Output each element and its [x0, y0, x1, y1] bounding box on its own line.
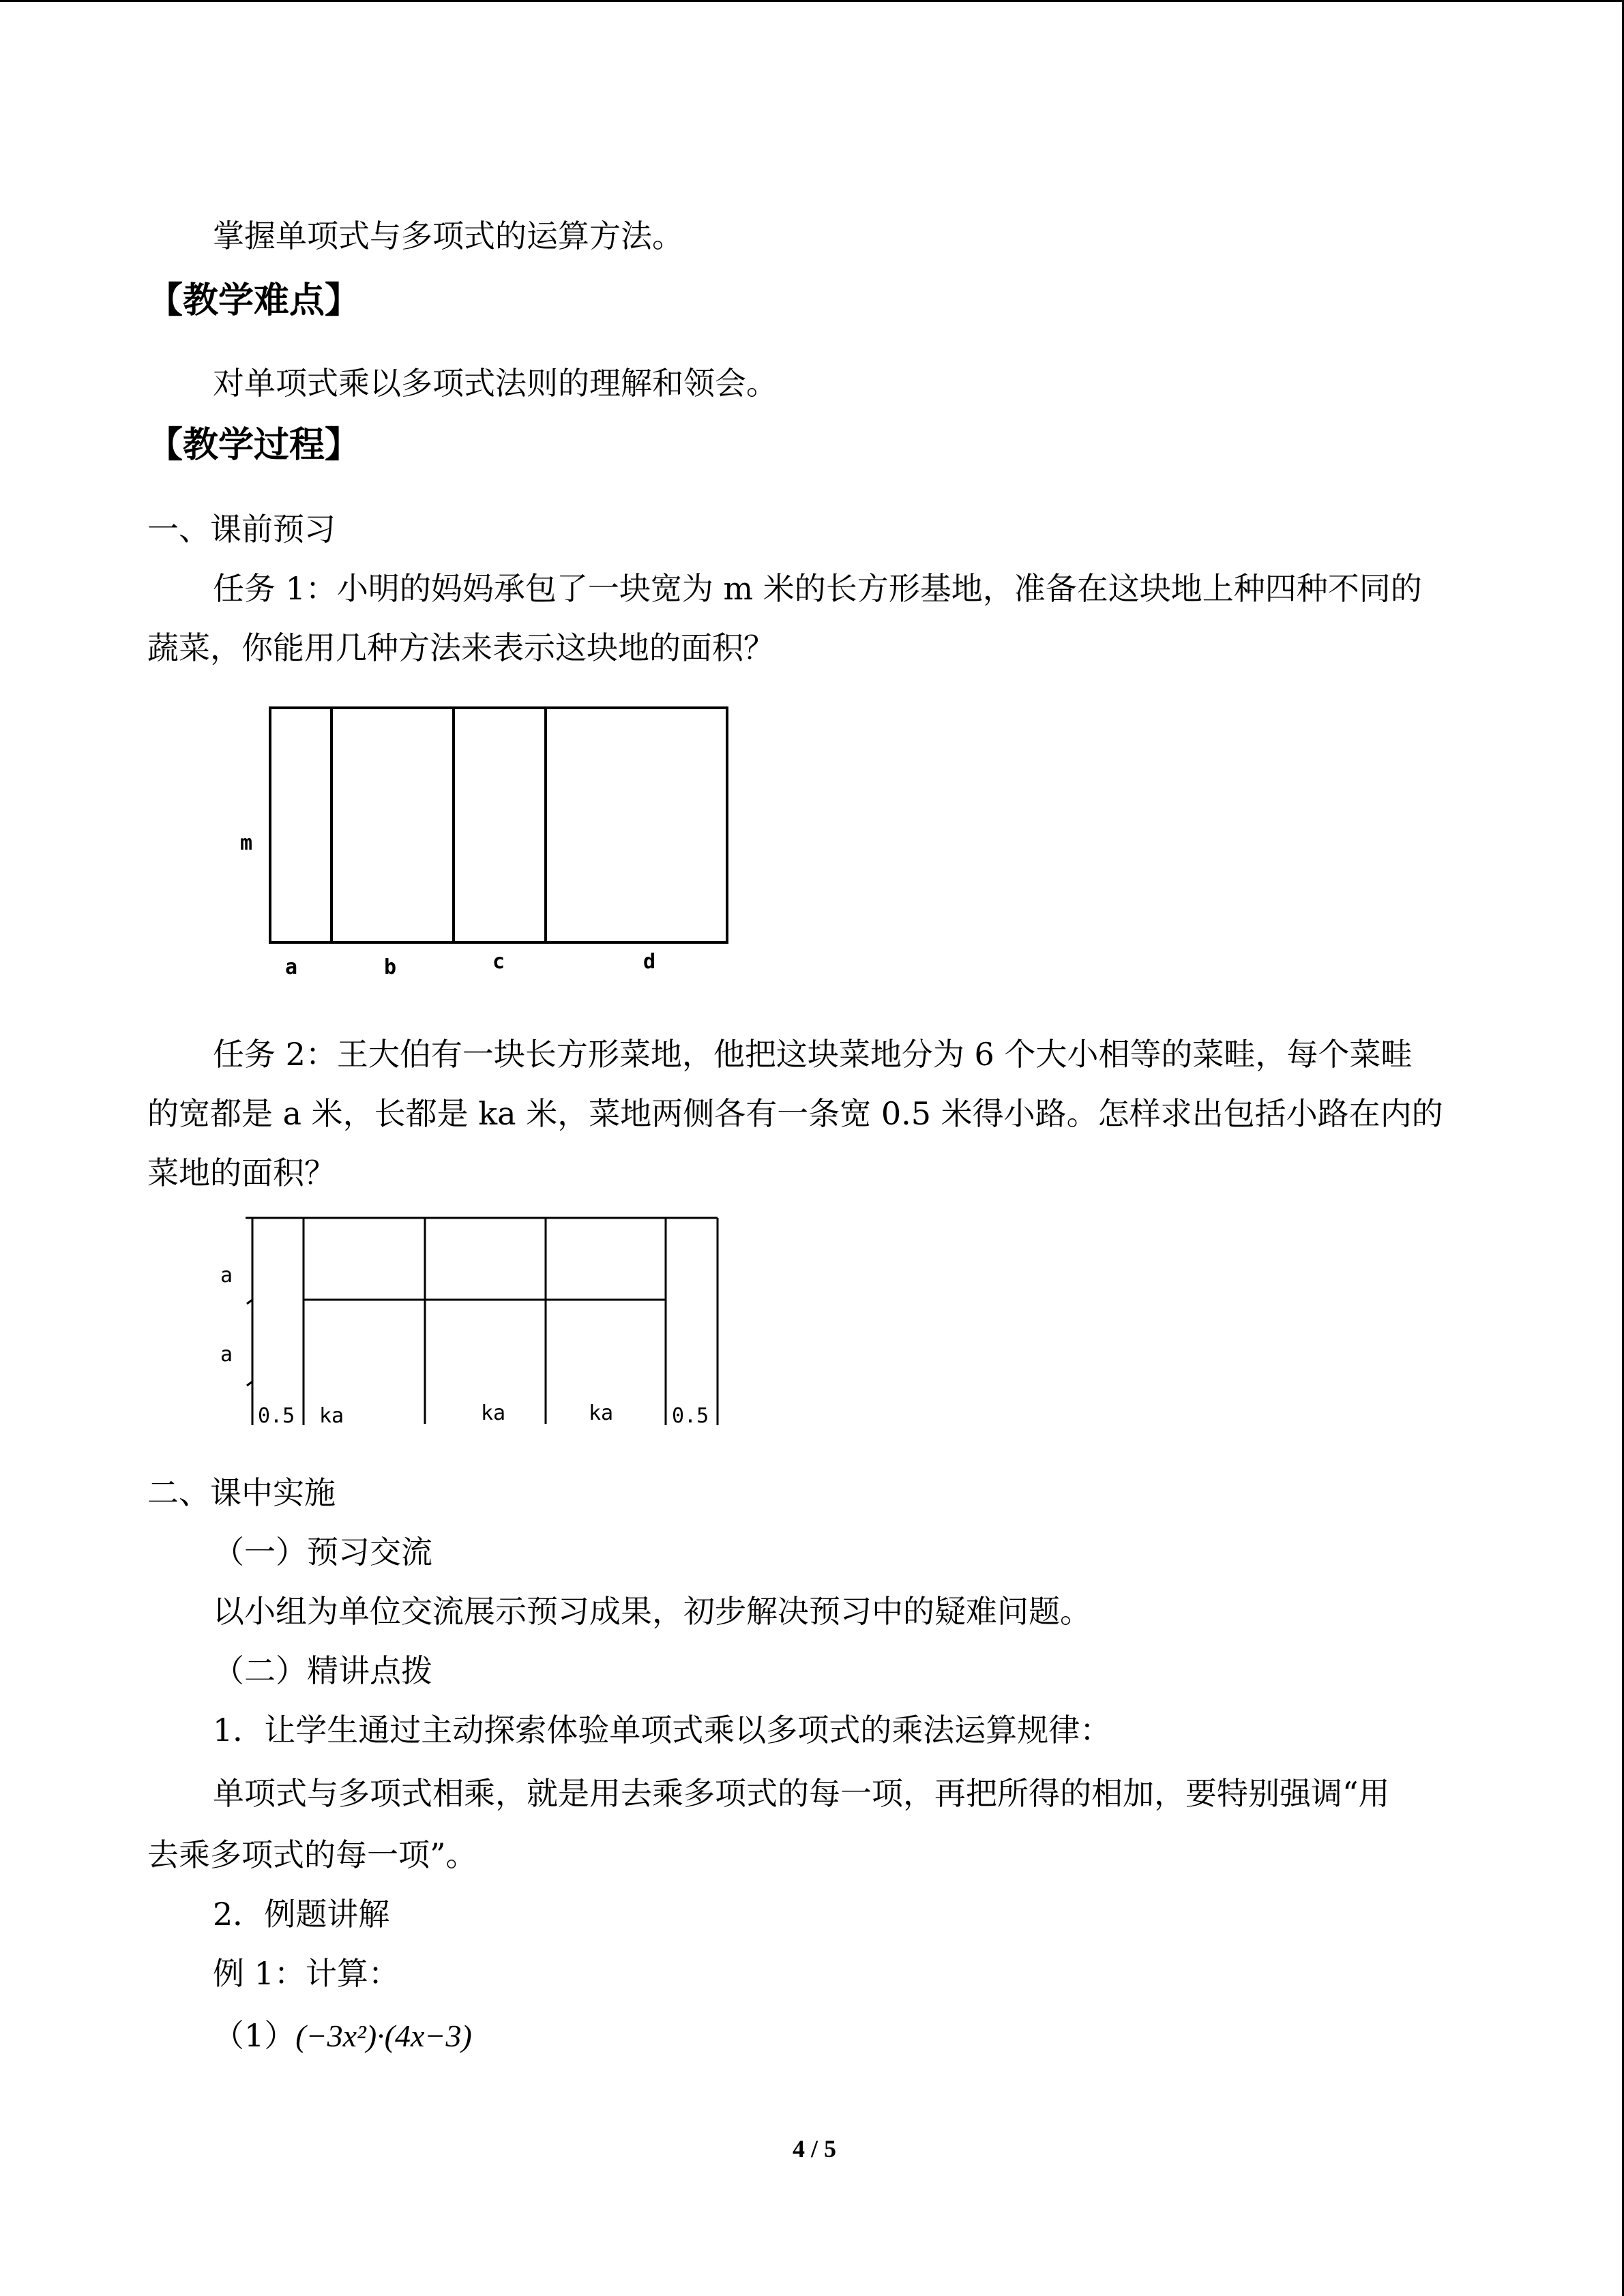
- figure2-bottom-label: 0.5: [672, 1404, 709, 1428]
- example-item-1-number: （1）: [213, 2017, 296, 2054]
- figure1-outer-rect: [270, 708, 727, 942]
- figure2-side-label-a: a: [220, 1343, 233, 1367]
- example-item-1-formula: (−3x²)·(4x−3): [295, 2018, 472, 2053]
- figure2-bottom-label: ka: [319, 1404, 344, 1428]
- rule-line-1: 单项式与多项式相乘，就是用去乘多项式的每一项，再把所得的相加，要特别强调“用: [213, 1775, 1390, 1812]
- task2-line-2: 的宽都是 a 米，长都是 ka 米，菜地两侧各有一条宽 0.5 米得小路。怎样求出包括小路在内的: [147, 1095, 1443, 1132]
- figure1-bottom-label: b: [384, 955, 397, 979]
- point-1-text: 1．让学生通过主动探索体验单项式乘以多项式的乘法运算规律：: [213, 1712, 1112, 1748]
- task2-line-1: 任务 2：王大伯有一块长方形菜地，他把这块菜地分为 6 个大小相等的菜畦，每个菜畦: [213, 1036, 1413, 1073]
- figure2-side-label-a: a: [220, 1264, 233, 1287]
- difficulty-text: 对单项式乘以多项式法则的理解和领会。: [213, 365, 778, 402]
- figure2-bottom-label: ka: [589, 1401, 614, 1425]
- preview-exchange-text: 以小组为单位交流展示预习成果，初步解决预习中的疑难问题。: [213, 1593, 1091, 1630]
- figure-1-rectangle-diagram: [232, 696, 750, 996]
- example-1-label: 例 1：计算：: [213, 1955, 400, 1992]
- figure1-side-label-m: m: [240, 831, 253, 855]
- figure2-bottom-label: ka: [481, 1401, 506, 1425]
- mastery-objective-text: 掌握单项式与多项式的运算方法。: [213, 218, 683, 254]
- figure1-bottom-label: a: [285, 955, 298, 979]
- page-top-border: [0, 0, 1624, 2]
- task1-line-1: 任务 1：小明的妈妈承包了一块宽为 m 米的长方形基地，准备在这块地上种四种不同的: [213, 570, 1422, 607]
- heading-teaching-difficulty: 【教学难点】: [147, 280, 361, 321]
- figure2-bottom-label: 0.5: [258, 1404, 295, 1428]
- figure1-bottom-label: d: [643, 950, 656, 974]
- heading-teaching-process: 【教学过程】: [147, 425, 361, 466]
- task2-line-3: 菜地的面积？: [147, 1154, 336, 1191]
- point-2-text: 2．例题讲解: [213, 1896, 390, 1933]
- figure1-bottom-label: c: [492, 950, 505, 974]
- subsection-key-explanation: （二）精讲点拨: [213, 1652, 432, 1689]
- example-item-1: [213, 2015, 472, 2057]
- figure-2-vegetable-plot-diagram: [205, 1207, 737, 1439]
- section-pre-class-preview: 一、课前预习: [147, 511, 336, 548]
- task1-line-2: 蔬菜，你能用几种方法来表示这块地的面积？: [147, 629, 775, 666]
- section-in-class-implementation: 二、课中实施: [147, 1474, 336, 1511]
- rule-line-2: 去乘多项式的每一项”。: [147, 1836, 477, 1873]
- page-number: 4 / 5: [793, 2135, 837, 2162]
- subsection-preview-exchange: （一）预习交流: [213, 1534, 432, 1570]
